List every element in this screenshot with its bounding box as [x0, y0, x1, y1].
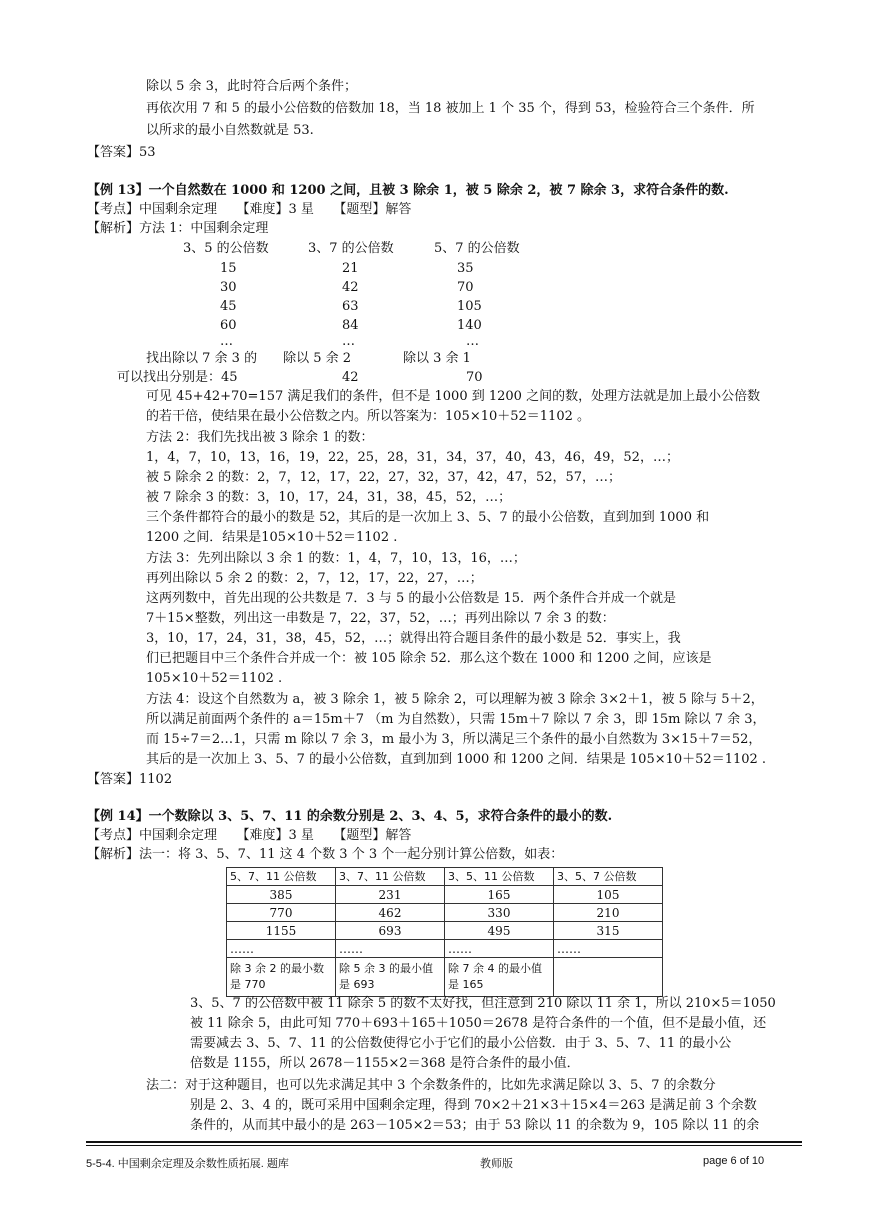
grid-cell: 140	[457, 318, 482, 333]
text-line: 需要减去 3、5、7、11 的公倍数使得它小于它们的最小公倍数．由于 3、5、7、11 的最小公	[190, 1036, 732, 1051]
grid-cell: 60	[220, 318, 237, 333]
method-2-heading: 方法 2：我们先找出被 3 除余 1 的数：	[146, 430, 374, 445]
example-13-title: 【例 13】一个自然数在 1000 和 1200 之间，且被 3 除余 1，被 5 除余 2，被 7 除余 3，求符合条件的数.	[87, 183, 729, 198]
text-line: 这两列数中，首先出现的公共数是 7．3 与 5 的最小公倍数是 15．两个条件合并成一个就是	[146, 591, 677, 606]
method-3-heading: 方法 3：先列出除以 3 余 1 的数：1，4，7，10，13，16，…；	[146, 551, 526, 566]
grid-header: 3、7 的公倍数	[308, 241, 394, 256]
text-line: 被 5 除余 2 的数：2，7，12，17，22，27，32，37，42，47，52，57，…；	[146, 470, 622, 485]
grid-cell: 35	[457, 261, 474, 276]
text-line: 的若干倍，使结果在最小公倍数之内。所以答案为：105×10＋52＝1102 。	[146, 409, 591, 424]
text-line: 找出除以 7 余 3 的 除以 5 余 2 除以 3 余 1	[146, 351, 471, 366]
table-cell: 330	[445, 904, 554, 922]
footer-source: 5-5-4. 中国剩余定理及余数性质拓展. 题库	[86, 1158, 289, 1170]
text-line: 可以找出分别是：45	[117, 370, 238, 385]
text-line: 1，4，7，10，13，16，19，22，25，28，31，34，37，40，43，46，49，52，…；	[146, 450, 679, 465]
text-line: 所以满足前面两个条件的 a＝15m＋7 （m 为自然数），只需 15m＋7 除以 7 余 3，即 15m 除以 7 余 3，	[146, 712, 766, 727]
footer-edition: 教师版	[480, 1158, 513, 1170]
table-cell: ……	[445, 940, 554, 958]
table-cell: 165	[445, 886, 554, 904]
table-cell: 385	[227, 886, 336, 904]
text-line: 105×10＋52＝1102 .	[146, 671, 283, 686]
text-line: 以所求的最小自然数就是 53.	[146, 123, 314, 138]
grid-cell: 70	[457, 280, 474, 295]
grid-header: 3、5 的公倍数	[183, 241, 269, 256]
table-header-cell: 3、5、7 公倍数	[554, 868, 663, 886]
table-cell: 231	[336, 886, 445, 904]
grid-cell: 30	[220, 280, 237, 295]
text-line: 条件的，从而其中最小的是 263－105×2＝53；由于 53 除以 11 的余数为 9，105 除以 11 的余	[190, 1118, 760, 1133]
grid-cell: 63	[342, 299, 359, 314]
table-cell: 除 3 余 2 的最小数是 770	[227, 958, 336, 997]
topic-info: 【考点】中国剩余定理 【难度】3 星 【题型】解答	[87, 202, 412, 217]
text-line: 除以 5 余 3，此时符合后两个条件；	[146, 79, 357, 94]
text-line: 别是 2、3、4 的，既可采用中国剩余定理，得到 70×2＋21×3＋15×4＝263 是满足前 3 个余数	[190, 1098, 757, 1113]
table-header-cell: 5、7、11 公倍数	[227, 868, 336, 886]
table-header-cell: 3、5、11 公倍数	[445, 868, 554, 886]
table-header-cell: 3、7、11 公倍数	[336, 868, 445, 886]
text-line: 3、5、7 的公倍数中被 11 除余 5 的数不太好找，但注意到 210 除以 11 余 1，所以 210×5＝1050	[190, 996, 776, 1011]
table-cell: 除 7 余 4 的最小值是 165	[445, 958, 554, 997]
text-line: 1200 之间．结果是105×10＋52＝1102 .	[146, 530, 398, 545]
topic-info: 【考点】中国剩余定理 【难度】3 星 【题型】解答	[87, 828, 412, 843]
text-line: 再列出除以 5 余 2 的数：2，7，12，17，22，27，…；	[146, 571, 483, 586]
answer-label: 【答案】1102	[87, 772, 173, 787]
analysis-heading: 【解析】法一：将 3、5、7、11 这 4 个数 3 个 3 个一起分别计算公倍数，如表：	[87, 847, 564, 862]
footer-rule	[86, 1145, 802, 1146]
text-line: 被 7 除余 3 的数：3，10，17，24，31，38，45，52，…；	[146, 490, 512, 505]
footer-page-number: page 6 of 10	[703, 1155, 765, 1167]
text-line: 们已把题目中三个条件合并成一个：被 105 除余 52．那么这个数在 1000 和 1200 之间，应该是	[146, 651, 712, 666]
text-line: 被 11 除余 5，由此可知 770＋693＋165＋1050＝2678 是符合条件的一个值，但不是最小值，还	[190, 1016, 767, 1031]
answer-label: 【答案】53	[87, 145, 156, 160]
table-cell: 1155	[227, 922, 336, 940]
grid-header: 5、7 的公倍数	[434, 241, 520, 256]
text-line: 42	[342, 370, 359, 385]
method-4-heading: 方法 4：设这个自然数为 a，被 3 除余 1，被 5 除余 2，可以理解为被 3 除余 3×2＋1，被 5 除与 5＋2，	[146, 692, 764, 707]
table-row	[227, 904, 663, 922]
table-cell: 除 5 余 3 的最小值是 693	[336, 958, 445, 997]
table-cell: 495	[445, 922, 554, 940]
table-cell	[554, 958, 663, 997]
analysis-heading: 【解析】方法 1：中国剩余定理	[87, 221, 269, 236]
text-line: 可见 45+42+70=157 满足我们的条件，但不是 1000 到 1200 之间的数，处理方法就是加上最小公倍数	[146, 389, 761, 404]
table-cell: 210	[554, 904, 663, 922]
table-cell: 105	[554, 886, 663, 904]
grid-cell: 105	[457, 299, 482, 314]
table-row	[227, 886, 663, 904]
table-row	[227, 940, 663, 958]
table-cell: 462	[336, 904, 445, 922]
text-line: 7＋15×整数，列出这一串数是 7，22，37，52，…；再列出除以 7 余 3 的数：	[146, 611, 615, 626]
text-line: 3，10，17，24，31，38，45，52，…；就得出符合题目条件的最小数是 52．事实上，我	[146, 631, 681, 646]
text-line: 倍数是 1155，所以 2678－1155×2＝368 是符合条件的最小值．	[190, 1056, 580, 1071]
table-row	[227, 958, 663, 997]
grid-cell: 84	[342, 318, 359, 333]
table-cell: 770	[227, 904, 336, 922]
text-line: 而 15÷7＝2…1，只需 m 除以 7 余 3，m 最小为 3，所以满足三个条件的最小自然数为 3×15＋7＝52，	[146, 732, 762, 747]
table-cell: ……	[227, 940, 336, 958]
grid-cell: 15	[220, 261, 237, 276]
grid-cell: 21	[342, 261, 359, 276]
method-2-heading: 法二：对于这种题目，也可以先求满足其中 3 个余数条件的，比如先求满足除以 3、5、7 的余数分	[146, 1078, 716, 1093]
multiples-table	[226, 867, 663, 997]
table-cell: 693	[336, 922, 445, 940]
text-line: 三个条件都符合的最小的数是 52，其后的是一次加上 3、5、7 的最小公倍数，直到加到 1000 和	[146, 510, 710, 525]
footer-rule	[86, 1141, 802, 1143]
text-line: 其后的是一次加上 3、5、7 的最小公倍数，直到加到 1000 和 1200 之间．结果是 105×10＋52＝1102 .	[146, 752, 767, 767]
text-line: 再依次用 7 和 5 的最小公倍数的倍数加 18，当 18 被加上 1 个 35 个，得到 53，检验符合三个条件．所	[146, 101, 755, 116]
table-cell: 315	[554, 922, 663, 940]
table-cell: ……	[554, 940, 663, 958]
grid-cell: …	[220, 334, 233, 349]
table-row	[227, 922, 663, 940]
table-cell: ……	[336, 940, 445, 958]
grid-cell: 42	[342, 280, 359, 295]
text-line: 70	[466, 370, 483, 385]
grid-cell: …	[466, 334, 479, 349]
grid-cell: …	[342, 334, 355, 349]
example-14-title: 【例 14】一个数除以 3、5、7、11 的余数分别是 2、3、4、5，求符合条件的最小的数.	[87, 809, 613, 824]
table-header-row	[227, 868, 663, 886]
grid-cell: 45	[220, 299, 237, 314]
